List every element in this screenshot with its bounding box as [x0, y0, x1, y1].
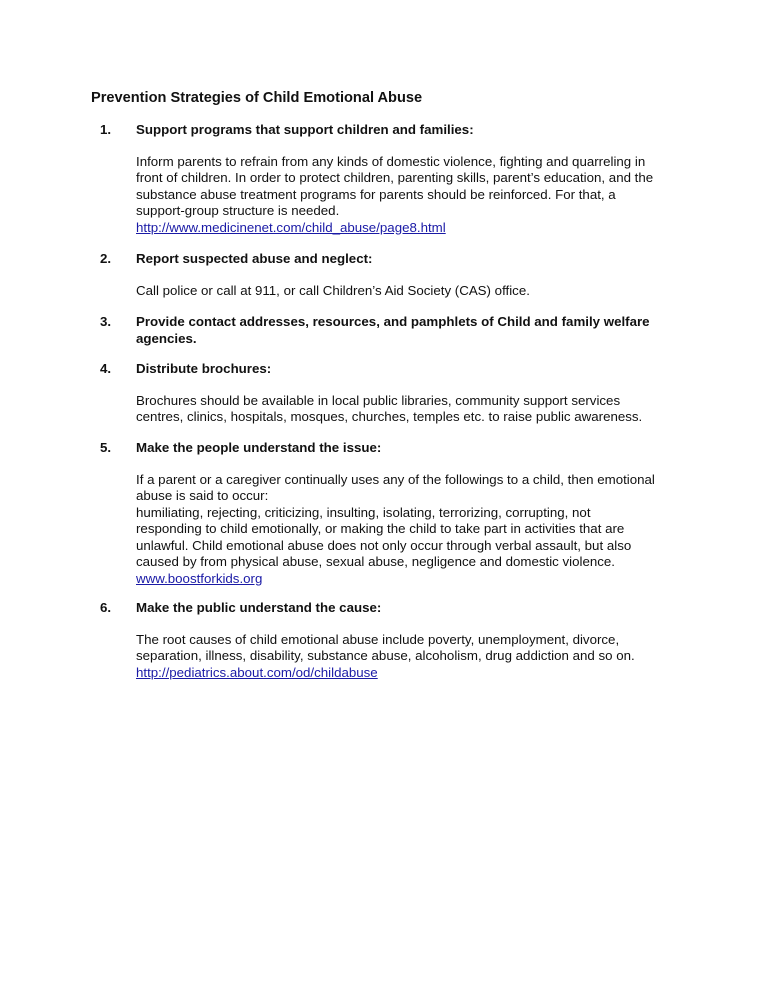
heading-line: Make the people understand the issue: — [136, 440, 382, 455]
document-title: Prevention Strategies of Child Emotional Abuse — [91, 90, 423, 106]
item-heading — [100, 361, 700, 378]
list-item — [100, 314, 700, 347]
item-heading — [100, 440, 700, 457]
paragraph-line: caused by from physical abuse, sexual abuse, negligence and domestic violence. — [136, 554, 615, 569]
item-number: 2. — [100, 251, 112, 266]
reference-link[interactable]: http://pediatrics.about.com/od/childabuse — [136, 664, 378, 680]
item-number: 5. — [100, 440, 112, 455]
item-paragraph — [100, 632, 700, 682]
paragraph-line: support-group structure is needed. — [136, 203, 340, 218]
item-heading — [100, 251, 700, 268]
paragraph-line: Brochures should be available in local public libraries, community support services — [136, 392, 621, 408]
list-item — [100, 440, 700, 587]
item-number: 1. — [100, 122, 112, 137]
paragraph-line: responding to child emotionally, or making the child to take part in activities that are — [136, 521, 625, 536]
item-heading — [100, 122, 700, 139]
paragraph-line: Call police or call at 911, or call Children’s Aid Society (CAS) office. — [136, 282, 530, 298]
paragraph-line: If a parent or a caregiver continually uses any of the followings to a child, then emotional — [136, 471, 655, 487]
paragraph-line: unlawful. Child emotional abuse does not only occur through verbal assault, but also — [136, 537, 632, 553]
item-number: 3. — [100, 314, 112, 329]
list-item — [100, 600, 700, 681]
paragraph-line: The root causes of child emotional abuse include poverty, unemployment, divorce, — [136, 631, 620, 647]
item-number: 6. — [100, 600, 112, 615]
heading-line: Support programs that support children and families: — [136, 122, 474, 137]
item-paragraph — [100, 283, 700, 300]
paragraph-line: Inform parents to refrain from any kinds of domestic violence, fighting and quarreling in — [136, 153, 646, 169]
item-paragraph — [100, 393, 700, 426]
reference-link[interactable]: http://www.medicinenet.com/child_abuse/page8.html — [136, 219, 446, 235]
list-item — [100, 122, 700, 236]
heading-line: Distribute brochures: — [136, 361, 272, 376]
item-heading — [100, 314, 700, 347]
heading-line: agencies. — [136, 330, 197, 346]
paragraph-line: front of children. In order to protect children, parenting skills, parent’s education, and the — [136, 170, 654, 185]
item-heading — [100, 600, 700, 617]
list-item — [100, 251, 700, 299]
heading-line: Make the public understand the cause: — [136, 600, 382, 615]
item-number: 4. — [100, 361, 112, 376]
paragraph-line: substance abuse treatment programs for parents should be reinforced. For that, a — [136, 186, 616, 202]
list-item — [100, 361, 700, 426]
paragraph-line: humiliating, rejecting, criticizing, insulting, isolating, terrorizing, corrupting, not — [136, 504, 591, 520]
paragraph-line: abuse is said to occur: — [136, 488, 269, 503]
heading-line: Report suspected abuse and neglect: — [136, 251, 373, 266]
item-paragraph — [100, 472, 700, 588]
reference-link[interactable]: www.boostforkids.org — [136, 570, 263, 586]
paragraph-line: centres, clinics, hospitals, mosques, churches, temples etc. to raise public awareness. — [136, 409, 643, 424]
paragraph-line: separation, illness, disability, substance abuse, alcoholism, drug addiction and so on. — [136, 648, 635, 663]
heading-line: Provide contact addresses, resources, and pamphlets of Child and family welfare — [136, 314, 650, 329]
item-paragraph — [100, 154, 700, 237]
